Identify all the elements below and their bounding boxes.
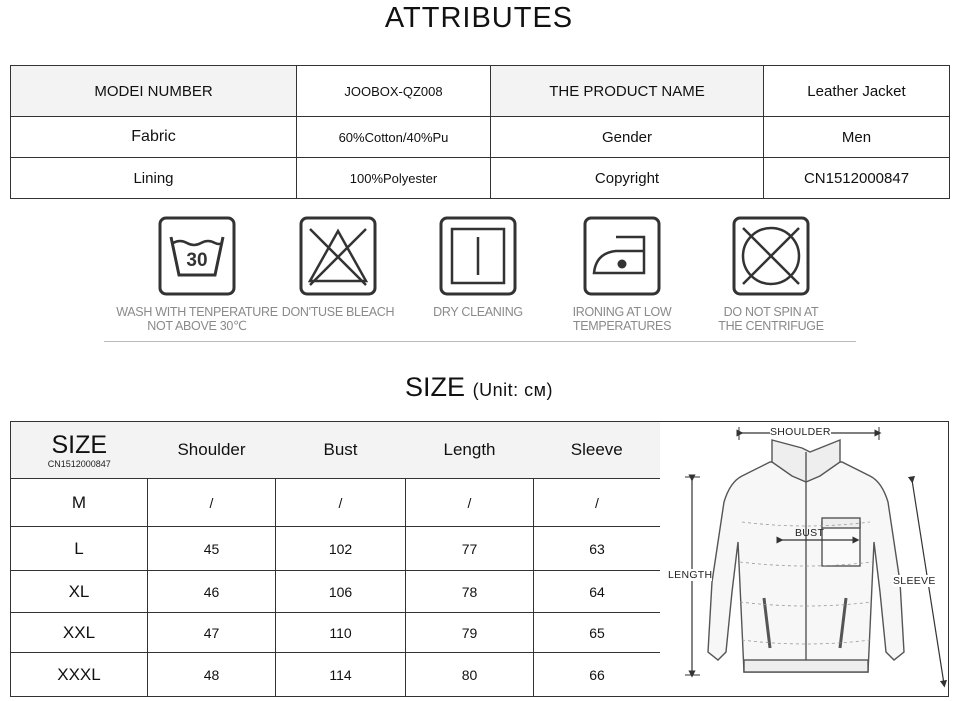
divider [104,341,856,342]
size-cell: M [11,479,148,527]
care-label-iron-1: IRONING AT LOW [572,305,672,319]
col-header-shoulder: Shoulder [148,422,276,479]
attr-label-model: MODEI NUMBER [11,66,297,117]
no-bleach-icon [298,215,378,297]
size-header-cell [11,422,148,479]
label-sleeve: SLEEVE [893,575,936,587]
attr-label-fabric: Fabric [11,117,297,158]
dry-cleaning-icon [438,215,518,297]
wash-30-icon [157,215,237,297]
size-cell: L [11,527,148,571]
table-row [11,571,661,613]
value-cell: / [534,479,661,527]
size-header-main: SIZE [51,430,108,459]
size-title [0,372,958,403]
care-label-dry: DRY CLEANING [433,305,523,319]
value-cell: 64 [534,571,661,613]
attr-label-lining: Lining [11,158,297,199]
jacket-sketch-icon [660,422,948,696]
col-header-bust: Bust [276,422,406,479]
care-label-spin-1: DO NOT SPIN AT [723,305,819,319]
attributes-table [10,65,950,199]
size-table [10,421,661,697]
care-item-spin [686,215,856,333]
care-item-iron [537,215,707,333]
attr-value-product-name: Leather Jacket [764,66,950,117]
table-row [11,527,661,571]
attributes-row [11,158,950,199]
size-header-sub: CN1512000847 [47,458,111,469]
table-row [11,653,661,697]
label-length: LENGTH [668,569,713,581]
value-cell: 65 [534,613,661,653]
size-table-header [11,422,661,479]
attr-value-model: JOOBOX-QZ008 [297,66,491,117]
size-title-text: SIZE [405,372,466,402]
value-cell: 66 [534,653,661,697]
attr-value-gender: Men [764,117,950,158]
attr-value-copyright: CN1512000847 [764,158,950,199]
label-bust: BUST [795,527,825,539]
attr-value-fabric: 60%Cotton/40%Pu [297,117,491,158]
value-cell: 79 [406,613,534,653]
attr-label-product-name: THE PRODUCT NAME [491,66,764,117]
care-label-wash-1: WASH WITH TENPERATURE [116,305,278,319]
attributes-title: ATTRIBUTES [384,2,574,34]
attributes-row [11,66,950,117]
size-cell: XXL [11,613,148,653]
value-cell: 80 [406,653,534,697]
col-header-sleeve: Sleeve [534,422,661,479]
svg-text:30: 30 [186,250,208,271]
value-cell: 77 [406,527,534,571]
care-label-spin-2: THE CENTRIFUGE [718,319,824,333]
attr-label-copyright: Copyright [491,158,764,199]
value-cell: 78 [406,571,534,613]
value-cell: 46 [148,571,276,613]
attr-value-lining: 100%Polyester [297,158,491,199]
value-cell: 114 [276,653,406,697]
table-row [11,613,661,653]
care-instructions [100,215,860,345]
care-label-iron-2: TEMPERATURES [572,319,672,333]
size-unit: (Unit: см) [472,380,553,400]
care-label-wash-2: NOT ABOVE 30℃ [147,319,247,333]
value-cell: 45 [148,527,276,571]
iron-low-icon [582,215,662,297]
value-cell: / [276,479,406,527]
label-shoulder: SHOULDER [770,426,831,438]
value-cell: 47 [148,613,276,653]
attr-label-gender: Gender [491,117,764,158]
no-spin-icon [731,215,811,297]
size-cell: XL [11,571,148,613]
attributes-row [11,117,950,158]
value-cell: 102 [276,527,406,571]
table-row [11,479,661,527]
col-header-length: Length [406,422,534,479]
size-cell: XXXL [11,653,148,697]
value-cell: 48 [148,653,276,697]
value-cell: 110 [276,613,406,653]
value-cell: / [148,479,276,527]
jacket-diagram [660,421,949,697]
value-cell: / [406,479,534,527]
value-cell: 63 [534,527,661,571]
value-cell: 106 [276,571,406,613]
care-label-bleach: DON'TUSE BLEACH [281,305,395,319]
